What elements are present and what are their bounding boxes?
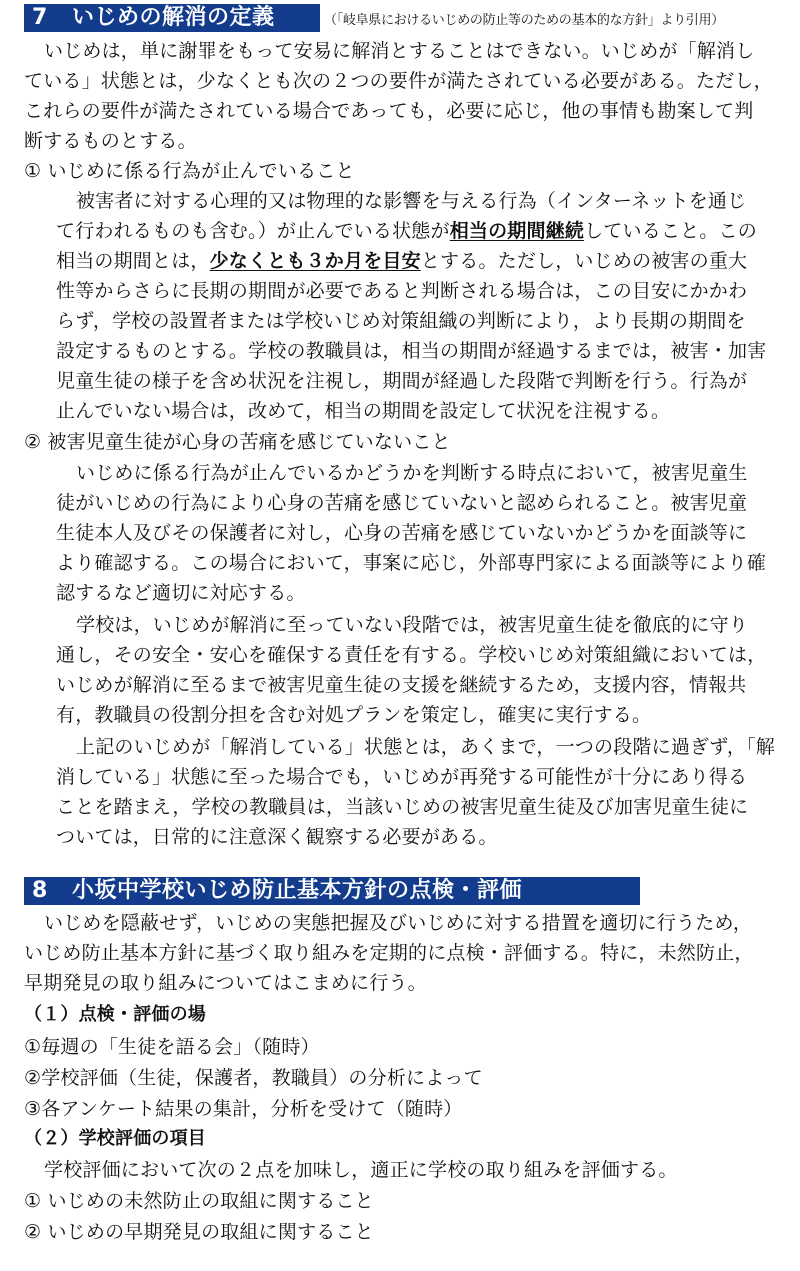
paragraph-line: いじめに係る行為が止んでいるかどうかを判断する時点において，被害児童生 — [76, 462, 748, 484]
section-7-header — [24, 4, 724, 32]
paragraph-line: 被害者に対する心理的又は物理的な影響を与える行為（インターネットを通じ — [76, 190, 747, 212]
section-8-number: 8 — [32, 878, 48, 903]
requirement-1-heading: ① いじめに係る行為が止んでいること — [24, 160, 355, 182]
paragraph-line: いじめを隠蔽せず，いじめの実態把握及びいじめに対する措置を適切に行うため， — [44, 912, 753, 934]
text: て行われるものも含む。）が止んでいる状態が — [56, 220, 450, 242]
paragraph-line: 認するなど適切に対応する。 — [56, 582, 306, 604]
paragraph-line-with-emphasis — [56, 216, 757, 246]
paragraph-line: 生徒本人及びその保護者に対し，心身の苦痛を感じていないかどうかを面談等に — [56, 522, 748, 544]
emphasis-three-months: 少なくとも３か月を目安 — [209, 250, 421, 272]
emphasis-period-continuation: 相当の期間継続 — [449, 220, 585, 242]
list-item: ②学校評価（生徒，保護者，教職員）の分析によって — [24, 1067, 483, 1089]
text: していること。この — [584, 220, 757, 242]
paragraph-line: 学校は，いじめが解消に至っていない段階では，被害児童生徒を徹底的に守り — [76, 614, 749, 636]
text: とする。ただし，いじめの被害の重大 — [420, 250, 748, 272]
paragraph-line: 徒がいじめの行為により心身の苦痛を感じていないと認められること。被害児童 — [56, 492, 748, 514]
paragraph-line: 通し，その安全・安心を確保する責任を有する。学校いじめ対策組織においては， — [56, 644, 767, 666]
paragraph-line: これらの要件が満たされている場合であっても，必要に応じ，他の事情も勘案して判 — [24, 100, 754, 122]
list-item: ①毎週の「生徒を語る会」（随時） — [24, 1036, 320, 1058]
paragraph-line: 上記のいじめが「解消している」状態とは，あくまで，一つの段階に過ぎず，「解 — [76, 736, 776, 758]
requirement-2-heading: ② 被害児童生徒が心身の苦痛を感じていないこと — [24, 431, 451, 453]
list-item: ② いじめの早期発見の取組に関すること — [24, 1221, 374, 1243]
paragraph-line: 消している」状態に至った場合でも，いじめが再発する可能性が十分にあり得る — [56, 766, 748, 788]
section-7-number: 7 — [32, 5, 48, 30]
paragraph-line: いじめは，単に謝罪をもって安易に解消とすることはできない。いじめが「解消し — [44, 40, 755, 62]
text: 相当の期間とは， — [56, 250, 210, 272]
list-item: ③各アンケート結果の集計，分析を受けて（随時） — [24, 1098, 463, 1120]
subsection-2-heading: （２）学校評価の項目 — [24, 1128, 206, 1149]
section-8-title-bar — [24, 877, 640, 905]
paragraph-line: 学校評価において次の２点を加味し，適正に学校の取り組みを評価する。 — [44, 1159, 678, 1181]
paragraph-line: 断するものとする。 — [24, 130, 197, 152]
paragraph-line: 有，教職員の役割分担を含む対処プランを策定し，確実に実行する。 — [56, 704, 652, 726]
paragraph-line: より確認する。この場合において，事案に応じ，外部専門家による面談等により確 — [56, 552, 767, 574]
paragraph-line: 設定するものとする。学校の教職員は，相当の期間が経過するまでは，被害・加害 — [56, 340, 767, 362]
paragraph-line: 児童生徒の様子を含め状況を注視し，期間が経過した段階で判断を行う。行為が — [56, 370, 748, 392]
paragraph-line: いじめが解消に至るまで被害児童生徒の支援を継続するため，支援内容，情報共 — [56, 674, 747, 696]
section-7-source-note: （「岐阜県におけるいじめの防止等のための基本的な方針」より引用） — [324, 12, 724, 28]
paragraph-line: らず，学校の設置者または学校いじめ対策組織の判断により，より長期の期間を — [56, 310, 746, 332]
paragraph-line: いじめ防止基本方針に基づく取り組みを定期的に点検・評価する。特に，未然防止， — [24, 942, 754, 964]
paragraph-line: ついては，日常的に注意深く観察する必要がある。 — [56, 826, 498, 848]
section-8-title: 小坂中学校いじめ防止基本方針の点検・評価 — [72, 878, 523, 903]
section-8-header — [24, 877, 640, 905]
paragraph-line: 早期発見の取り組みについてはこまめに行う。 — [24, 972, 427, 994]
list-item: ① いじめの未然防止の取組に関すること — [24, 1190, 374, 1212]
paragraph-line-with-emphasis — [56, 246, 747, 276]
paragraph-line: ている」状態とは，少なくとも次の２つの要件が満たされている必要がある。ただし， — [24, 70, 773, 92]
section-7-title: いじめの解消の定義 — [72, 5, 275, 30]
paragraph-line: 止んでいない場合は，改めて，相当の期間を設定して状況を注視する。 — [56, 400, 671, 422]
paragraph-line: ことを踏まえ，学校の教職員は，当該いじめの被害児童生徒及び加害児童生徒に — [56, 796, 749, 818]
subsection-1-heading: （１）点検・評価の場 — [24, 1004, 206, 1025]
section-7-title-bar — [24, 4, 320, 32]
paragraph-line: 性等からさらに長期の期間が必要であると判断される場合は，この目安にかかわ — [56, 280, 748, 302]
